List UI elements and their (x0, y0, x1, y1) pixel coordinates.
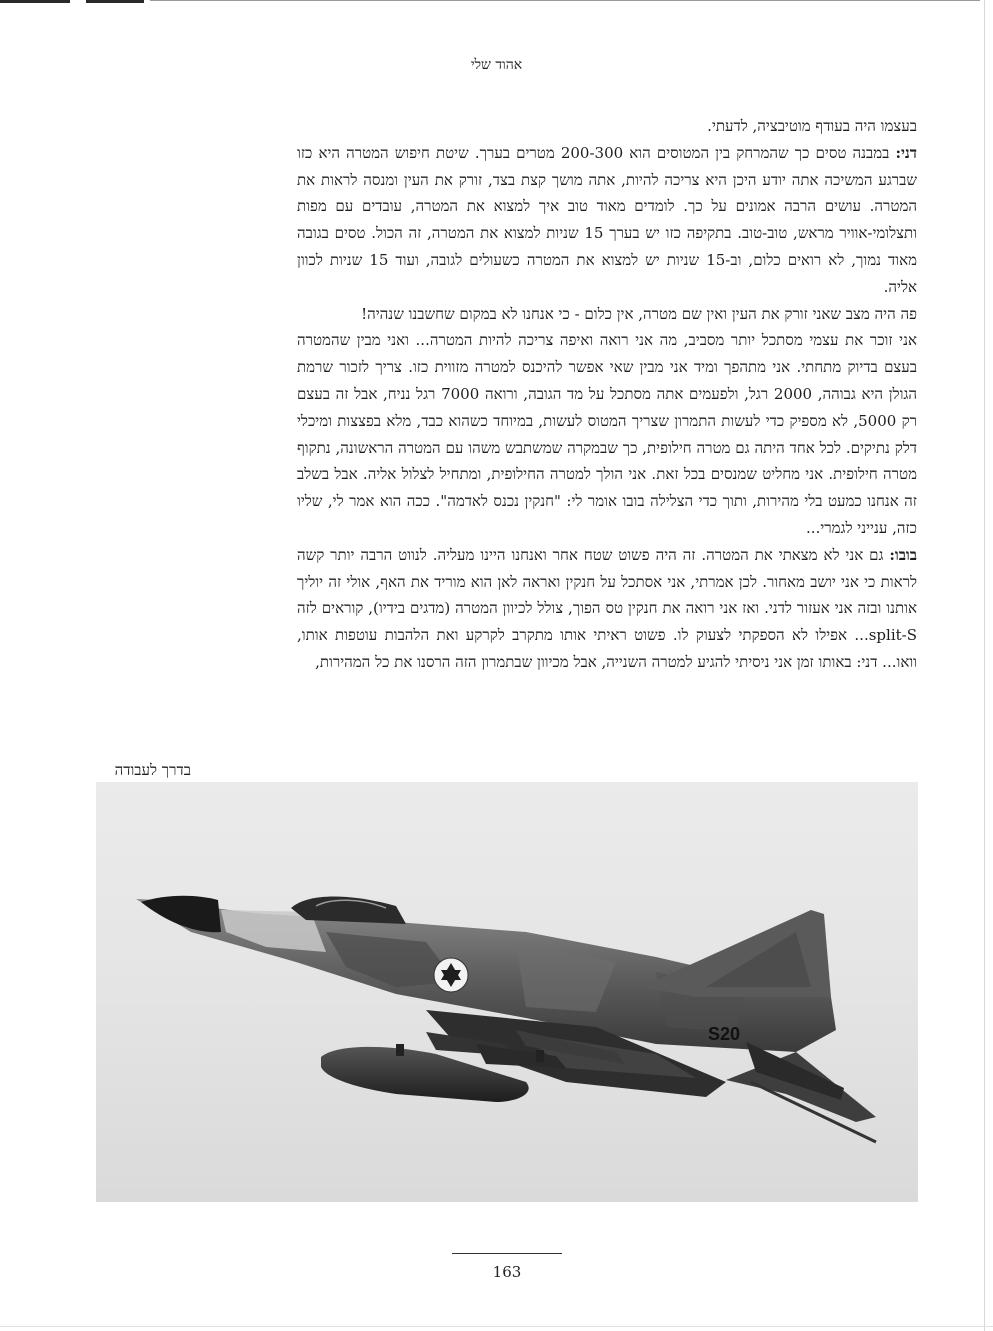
tail-number: S20 (708, 1024, 741, 1044)
aircraft-photo (96, 782, 918, 1202)
scan-artifact-top (0, 0, 993, 5)
paragraph-1 (297, 113, 917, 140)
paragraph-text: אני זוכר את עצמי מסתכל יותר מסביב, מה אני רואה ואיפה צריכה להיות המטרה... ואני מבין שהמטרה בעצם בדיוק מתחתי. אני מתהפך ומיד אני מבין שאי אפשר להיכנס למטרה מזווית כזו. צריך לזכור שרמת הגולן היא גבוהה, 2000 רגל, ולפעמים אתה מסתכל על מד הגובה, ורואה 7000 רגל נניח, אבל זה בעצם רק 5000, לא מספיק כדי לעשות התמרון שצריך המטוס לעשות, במיוחד כשהוא כבד, מלא בפצצות ומיכלי דלק נתיקים. לכל אחד היתה גם מטרה חילופית, כך שבמקרה שמשתבש משהו עם המטרה הראשונה, נתקוף מטרה חילופית. אני מחליט שמנסים בכל זאת. אני הולך למטרה החילופית, ומתחיל לצלול אליה. אבל בשלב זה אנחנו כמעט בלי מהירות, ותוך כדי הצלילה בובו אומר לי: "חנקין נכנס לאדמה". ככה הוא אמר לי, שליו כזה, ענייני לגמרי... (297, 331, 917, 537)
page-number: 163 (492, 1263, 522, 1281)
folio-rule (452, 1253, 562, 1254)
scan-artifact-bottom-edge (0, 1326, 993, 1327)
paragraph-text: גם אני לא מצאתי את המטרה. זה היה פשוט שטח אחר ואנחנו היינו מעליה. לנווט הרבה יותר קשה לראות כי אני יושב מאחור. לכן אמרתי, אני אסתכל על חנקין ואראה לאן הוא מוריד את האף, אולי זה יוליך אותנו ובזה אני אעזור לדני. ואז אני רואה את חנקין טס הפוך, צולל לכיוון המטרה (מדגים בידיו), קוראים לזה split-S... אפילו לא הספקתי לצעוק לו. פשוט ראיתי אותו מתקרב לקרקע ואת הלהבות עוטפות אותו, וואו... דני: באותו זמן אני ניסיתי להגיע למטרה השנייה, אבל מכיוון שבתמרון הזה הרסנו את כל המהירות, (297, 545, 917, 671)
paragraph-2 (297, 140, 917, 301)
body-text (297, 113, 917, 676)
paragraph-3 (297, 301, 917, 328)
scan-artifact-right-edge (984, 0, 985, 1331)
speaker-label: דני: (895, 143, 918, 162)
paragraph-text: במבנה טסים כך שהמרחק בין המטוסים הוא 200-300 מטרים בערך. שיטת חיפוש המטרה היא כזו שברגע המשיכה אתה יודע היכן היא צריכה להיות, אתה מושך קצת בצד, זורק את העין ומנסה לראות את המטרה. עושים הרבה אמונים על כך. לומדים מאוד טוב איך למצוא את המטרה, עובדים עם מפות ותצלומי-אוויר מראש, טוב-טוב. בתקיפה כזו יש בערך 15 שניות למצוא את המטרה, זה הכול. טסים בגובה מאוד נמוך, לא רואים כלום, וב-15 שניות יש למצוא את המטרה כשעולים לגובה, ועוד 15 שניות לכוון אליה. (297, 143, 917, 296)
paragraph-5 (297, 542, 917, 676)
nose-cone (141, 896, 221, 932)
paragraph-text: פה היה מצב שאני זורק את העין ואין שם מטרה, אין כלום - כי אנחנו לא במקום שחשבנו שנהיה! (361, 304, 917, 323)
paragraph-text: בעצמו היה בעודף מוטיבציה, לדעתי. (707, 117, 917, 135)
speaker-label: בובו: (889, 545, 917, 564)
horizontal-stabilizer (726, 1052, 876, 1122)
running-head: אהוד שלי (470, 57, 523, 73)
fighter-jet-illustration (96, 782, 918, 1202)
paragraph-4 (297, 327, 917, 541)
roundel (434, 958, 468, 992)
photo-caption: בדרך לעבודה (114, 761, 191, 779)
